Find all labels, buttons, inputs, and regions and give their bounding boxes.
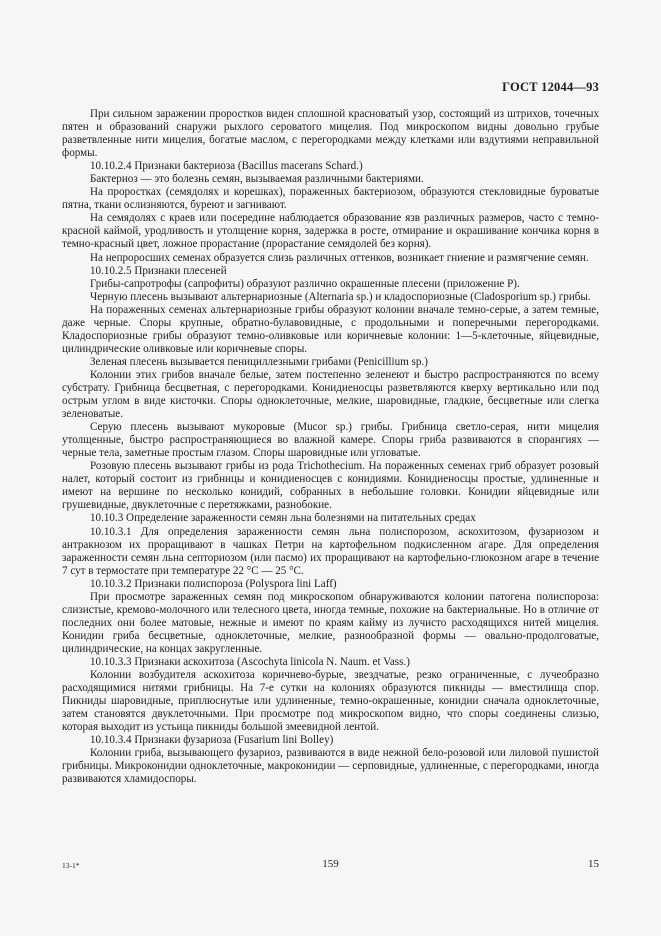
paragraph: Бактериоз — это болезнь семян, вызываемая различными бактериями.: [90, 173, 424, 186]
section-heading: 10.10.3.4 Признаки фузариоза (Fusarium lini Bolley): [90, 734, 334, 747]
paragraph: На семядолях с краев или посередине наблюдается образование язв различных размеров, часто с темно-красной каймой, уродливость и утолщение корня, задержка в росте, отмирание и окрашивание кончика корня в темно-красный цвет, ложное прорастание (прорастание семядолей без корня).: [62, 212, 599, 251]
section-heading: 10.10.3.2 Признаки полиспороза (Polyspora lini Laff): [90, 577, 337, 590]
footer-signature-mark: 13-1*: [62, 861, 80, 870]
section-heading: 10.10.2.4 Признаки бактериоза (Bacillus macerans Schard.): [90, 160, 363, 173]
paragraph: Колонии гриба, вызывающего фузариоз, развиваются в виде нежной бело-розовой или лиловой пушистой грибницы. Микроконидии одноклеточные, макроконидии — серповидные, удлиненные, с перегородками, иногда развиваются хламидоспоры.: [62, 747, 599, 786]
section-heading: 10.10.2.5 Признаки плесеней: [90, 264, 227, 277]
paragraph: На проростках (семядолях и корешках), пораженных бактериозом, образуются стекловидные буроватые пятна, ткани ослизняются, буреют и загнивают.: [62, 186, 599, 212]
paragraph: На пораженных семенах альтернариозные грибы образуют колонии вначале темно-серые, а затем темные, даже черные. Споры крупные, обратно-булавовидные, с продольными и поперечными перегородками. Кладоспориозные грибы образуют темно-оливковые или коричневые колонии: 1—5-клеточные, яйцевидные, цилиндрические оливковые или коричневые споры.: [62, 303, 599, 355]
section-heading: 10.10.3.3 Признаки аскохитоза (Ascochyta linicola N. Naum. et Vass.): [90, 655, 410, 668]
paragraph: Колонии возбудителя аскохитоза коричнево-бурые, звездчатые, резко ограниченные, с лучеобразно расходящимися нитями грибницы. На 7-е сутки на колониях образуются пикниды — вместилища спор. Пикниды шаровидные, приплюснутые или удлиненные, темно-окрашенные, конидии сначала одноклеточные, затем становятся двуклеточными. При просмотре под микроскопом видно, что споры соединены слизью, которая выходит из устьица пикниды большой змеевидной лентой.: [62, 669, 599, 734]
section-heading: 10.10.3 Определение зараженности семян льна болезнями на питательных средах: [90, 512, 476, 525]
footer-sheet-number: 159: [322, 858, 339, 870]
paragraph: При сильном заражении проростков виден сплошной красноватый узор, состоящий из штрихов, точечных пятен и образований снаружи рыхлого сероватого мицелия. Под микроскопом видны довольно грубые разветвленные нити мицелия, богатые маслом, с перегородками между клетками или вздутиями неправильной формы.: [62, 108, 599, 160]
document-body: [62, 108, 599, 786]
paragraph: Зеленая плесень вызывается пенициллезными грибами (Penicillium sp.): [90, 355, 428, 368]
paragraph: На непроросших семенах образуется слизь различных оттенков, возникает гниение и размягчение семян.: [90, 251, 589, 264]
paragraph: Колонии этих грибов вначале белые, затем постепенно зеленеют и быстро распространяются по всему субстрату. Грибница бесцветная, с перегородками. Конидиеносцы разветвляются кверху вертикально или под острым углом в виде кисточки. Споры одноклеточные, мелкие, шаровидные, гладкие, бесцветные или слегка зеленоватые.: [62, 368, 599, 421]
paragraph: Черную плесень вызывают альтернариозные (Alternaria sp.) и кладоспориозные (Cladosporium sp.) грибы.: [90, 290, 591, 303]
paragraph: Розовую плесень вызывают грибы из рода Trichothecium. На пораженных семенах гриб образует розовый налет, который состоит из грибницы и конидиеносцев с конидиями. Конидиеносцы простые, удлиненные и имеют на вершине по несколько конидий, собранных в небольшие головки. Конидии яйцевидные или грушевидные, двуклеточные с перетяжками, разнобокие.: [62, 460, 599, 512]
paragraph: При просмотре зараженных семян под микроскопом обнаруживаются колонии патогена полиспороза: слизистые, кремово-молочного или телесного цвета, иногда темные, похожие на бактериальные. Но в отличие от последних они более матовые, нежные и имеют по краям кайму из лучисто расходящихся нитей мицелия. Конидии гриба бесцветные, одноклеточные, мелкие, разнообразной формы — овально-продолговатые, цилиндрические, на концах закругленные.: [62, 590, 599, 655]
page-number: 15: [588, 858, 599, 870]
document-code: ГОСТ 12044—93: [502, 80, 599, 94]
paragraph: Грибы-сапротрофы (сапрофиты) образуют различно окрашенные плесени (приложение Р).: [90, 277, 520, 290]
paragraph: Серую плесень вызывают мукоровые (Mucor sp.) грибы. Грибница светло-серая, нити мицелия утолщенные, быстро распространяющиеся во влажной камере. Споры гриба развиваются в спорангиях — черные тела, заметные простым глазом. Споры шаровидные или угловатые.: [62, 421, 599, 460]
paragraph: 10.10.3.1 Для определения зараженности семян льна полиспорозом, аскохитозом, фузариозом и антракнозом их проращивают в чашках Петри на картофельном подкисленном агаре. Для определения зараженности семян льна септориозом (или пасмо) их проращивают на картофельно-глюкозном агаре в течение 7 сут в термостате при температуре 22 °С — 25 °С.: [62, 525, 599, 577]
